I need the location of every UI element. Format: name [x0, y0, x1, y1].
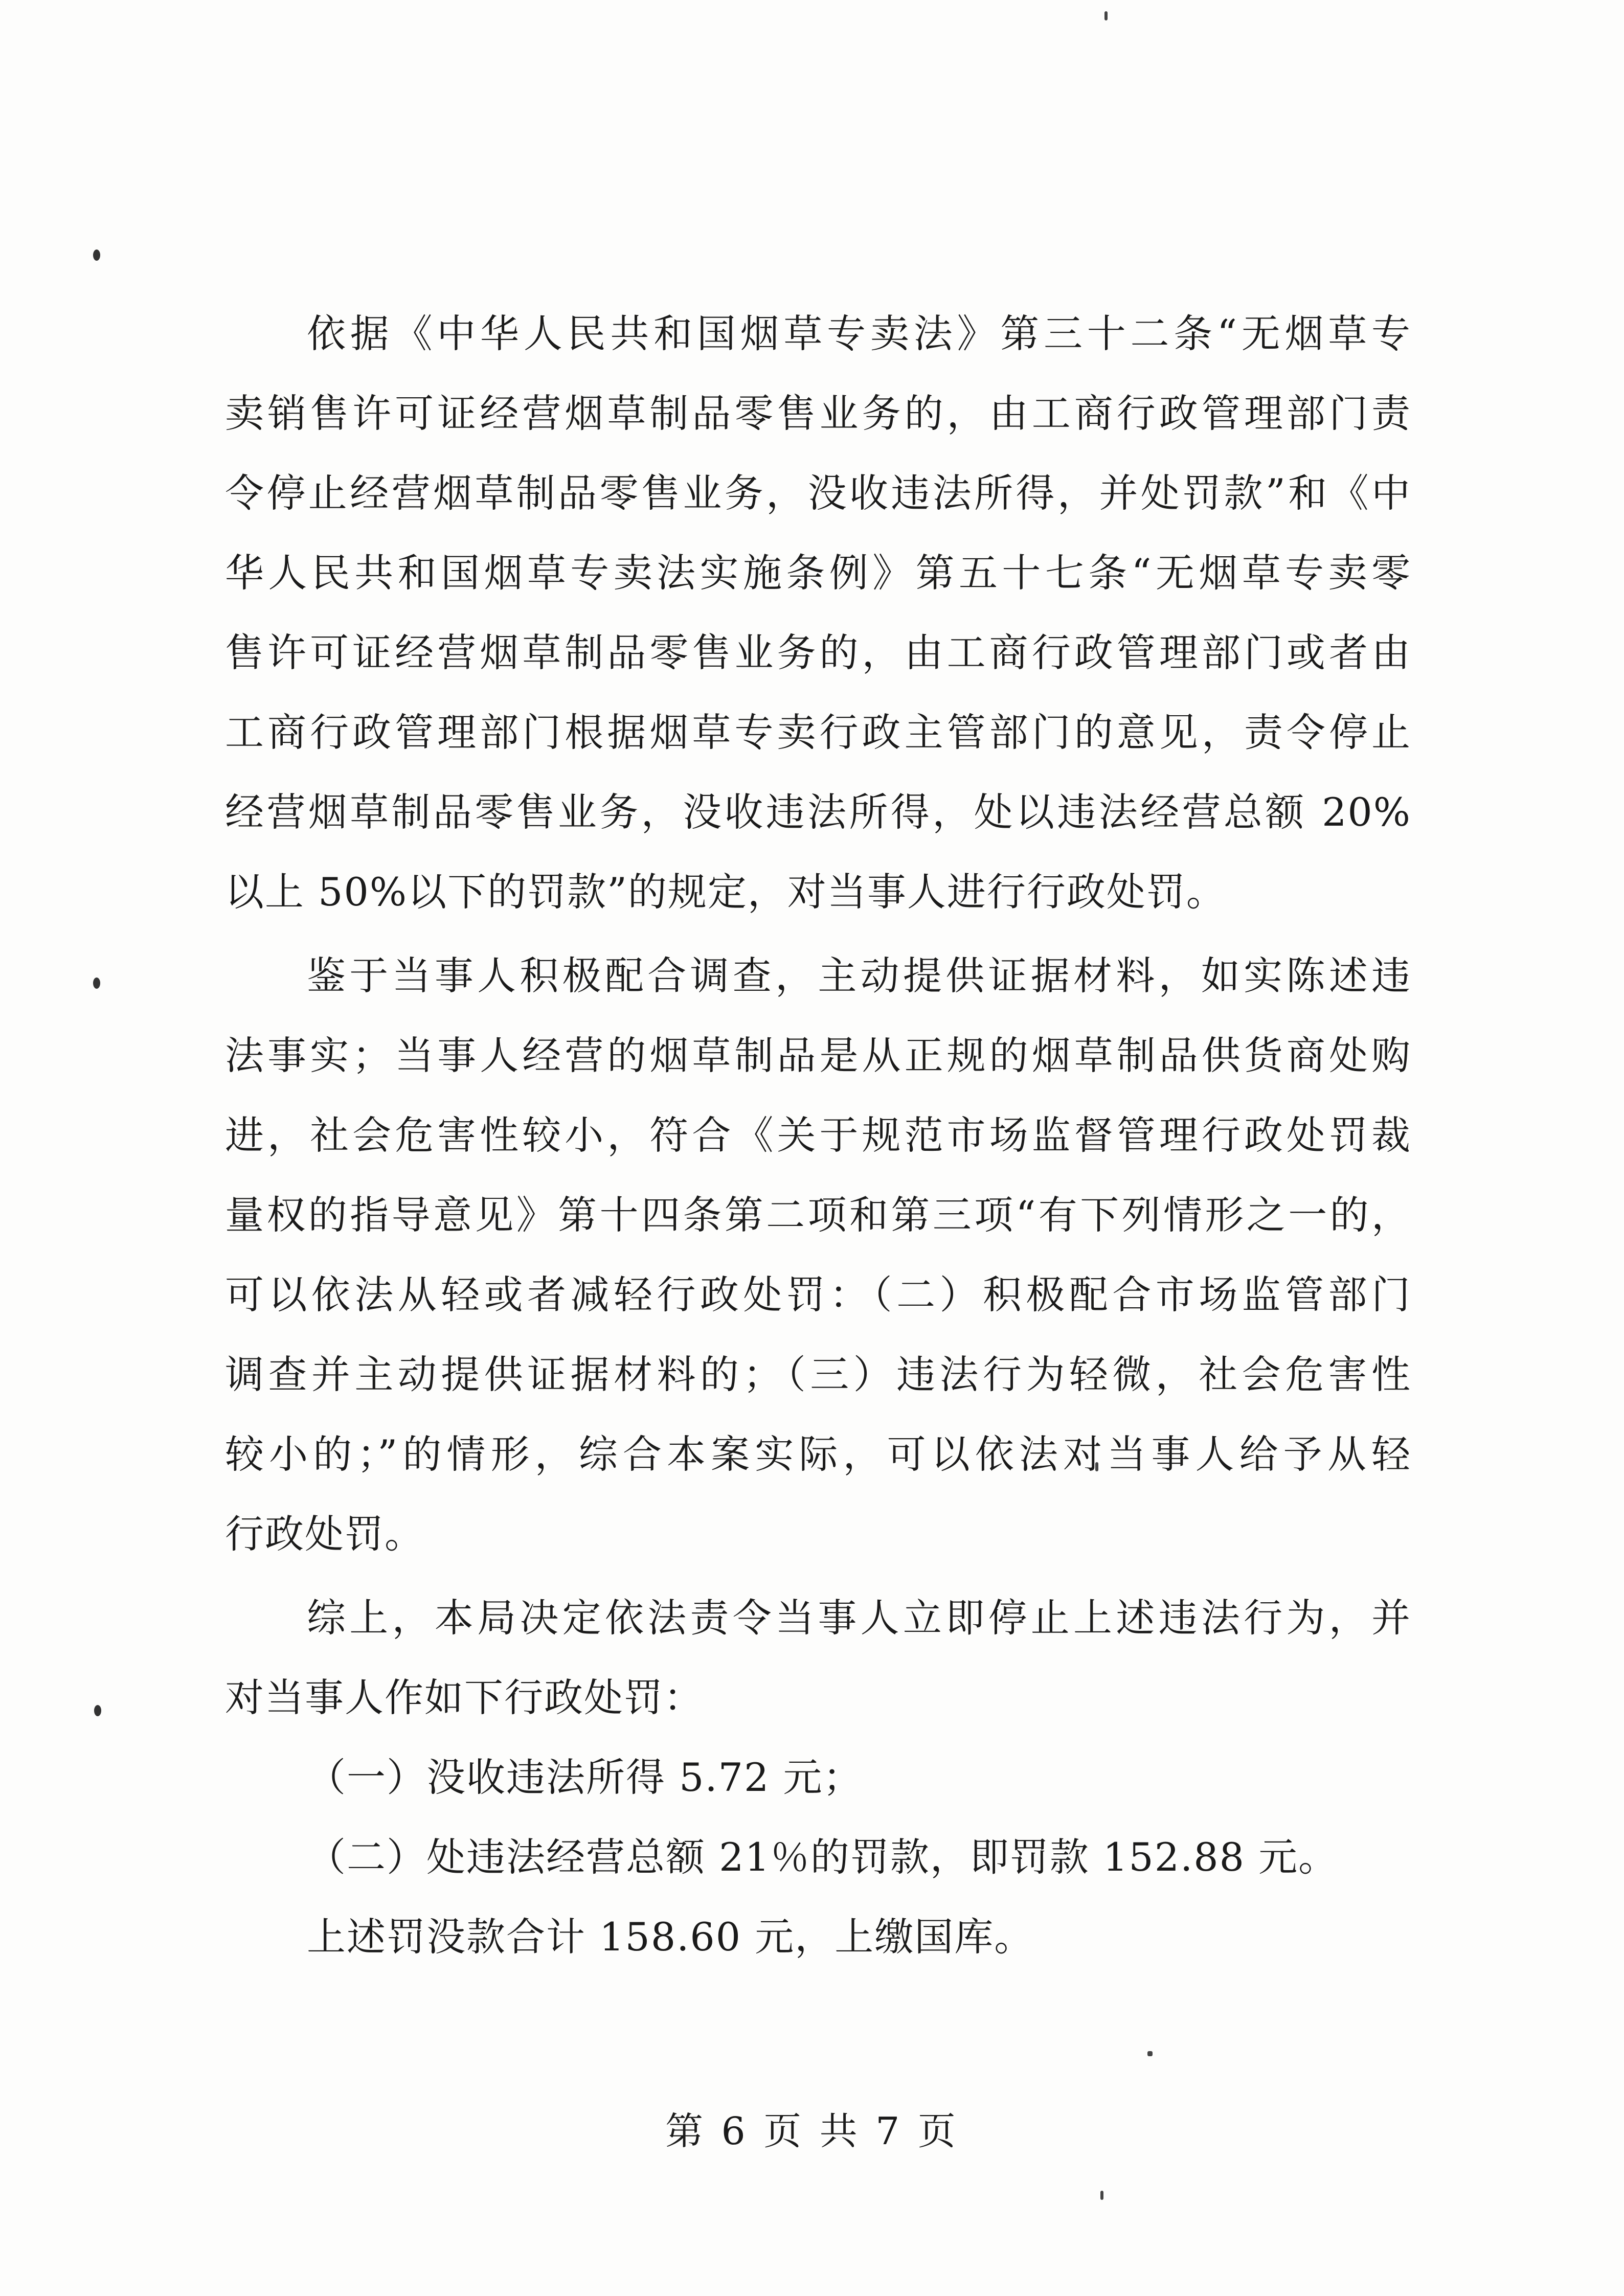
- document-body: [225, 294, 1411, 1977]
- scan-speck: [1104, 11, 1108, 20]
- paragraph-total: [225, 1897, 1411, 1977]
- text-line: 华人民共和国烟草专卖法实施条例》第五十七条“无烟草专卖零: [225, 550, 1411, 596]
- penalty-item-fine: [225, 1817, 1411, 1897]
- binding-hole: [93, 249, 100, 261]
- text-line: 对当事人作如下行政处罚：: [225, 1675, 704, 1720]
- text-line: 可以依法从轻或者减轻行政处罚：（二）积极配合市场监管部门: [225, 1272, 1411, 1317]
- text-line: 较小的；”的情形，综合本案实际，可以依法对当事人给予从轻: [225, 1431, 1411, 1477]
- text-line: 工商行政管理部门根据烟草专卖行政主管部门的意见，责令停止: [225, 710, 1411, 755]
- text-line: 上述罚没款合计 158.60 元，上缴国库。: [307, 1914, 1034, 1960]
- binding-hole: [93, 977, 100, 989]
- paragraph-legal-basis: [225, 294, 1411, 932]
- page-number: 第 6 页 共 7 页: [665, 2109, 959, 2153]
- paragraph-decision: [225, 1578, 1411, 1738]
- text-line: 以上 50%以下的罚款”的规定，对当事人进行行政处罚。: [225, 869, 1226, 915]
- text-line: （一）没收违法所得 5.72 元；: [307, 1755, 863, 1800]
- text-line: 鉴于当事人积极配合调查，主动提供证据材料，如实陈述违: [307, 953, 1411, 998]
- text-line: 量权的指导意见》第十四条第二项和第三项“有下列情形之一的，: [225, 1192, 1411, 1238]
- text-line: 调查并主动提供证据材料的；（三）违法行为轻微，社会危害性: [225, 1352, 1411, 1397]
- binding-hole: [94, 1705, 101, 1716]
- text-line: 法事实；当事人经营的烟草制品是从正规的烟草制品供货商处购: [225, 1033, 1411, 1078]
- text-line: 卖销售许可证经营烟草制品零售业务的，由工商行政管理部门责: [225, 391, 1411, 436]
- text-line: 进，社会危害性较小，符合《关于规范市场监督管理行政处罚裁: [225, 1112, 1411, 1158]
- scan-speck: [1147, 2051, 1153, 2056]
- text-line: 综上，本局决定依法责令当事人立即停止上述违法行为，并: [307, 1595, 1411, 1641]
- text-line: 售许可证经营烟草制品零售业务的，由工商行政管理部门或者由: [225, 630, 1411, 675]
- text-line: 经营烟草制品零售业务，没收违法所得，处以违法经营总额 20%: [225, 789, 1411, 835]
- scan-speck: [1100, 2191, 1103, 2200]
- text-line: 令停止经营烟草制品零售业务，没收违法所得，并处罚款”和《中: [225, 470, 1411, 516]
- text-line: （二）处违法经营总额 21％的罚款，即罚款 152.88 元。: [307, 1834, 1339, 1880]
- text-line: 依据《中华人民共和国烟草专卖法》第三十二条“无烟草专: [307, 311, 1411, 356]
- penalty-item-confiscation: [225, 1738, 1411, 1817]
- text-line: 行政处罚。: [225, 1511, 424, 1557]
- paragraph-mitigation: [225, 936, 1411, 1574]
